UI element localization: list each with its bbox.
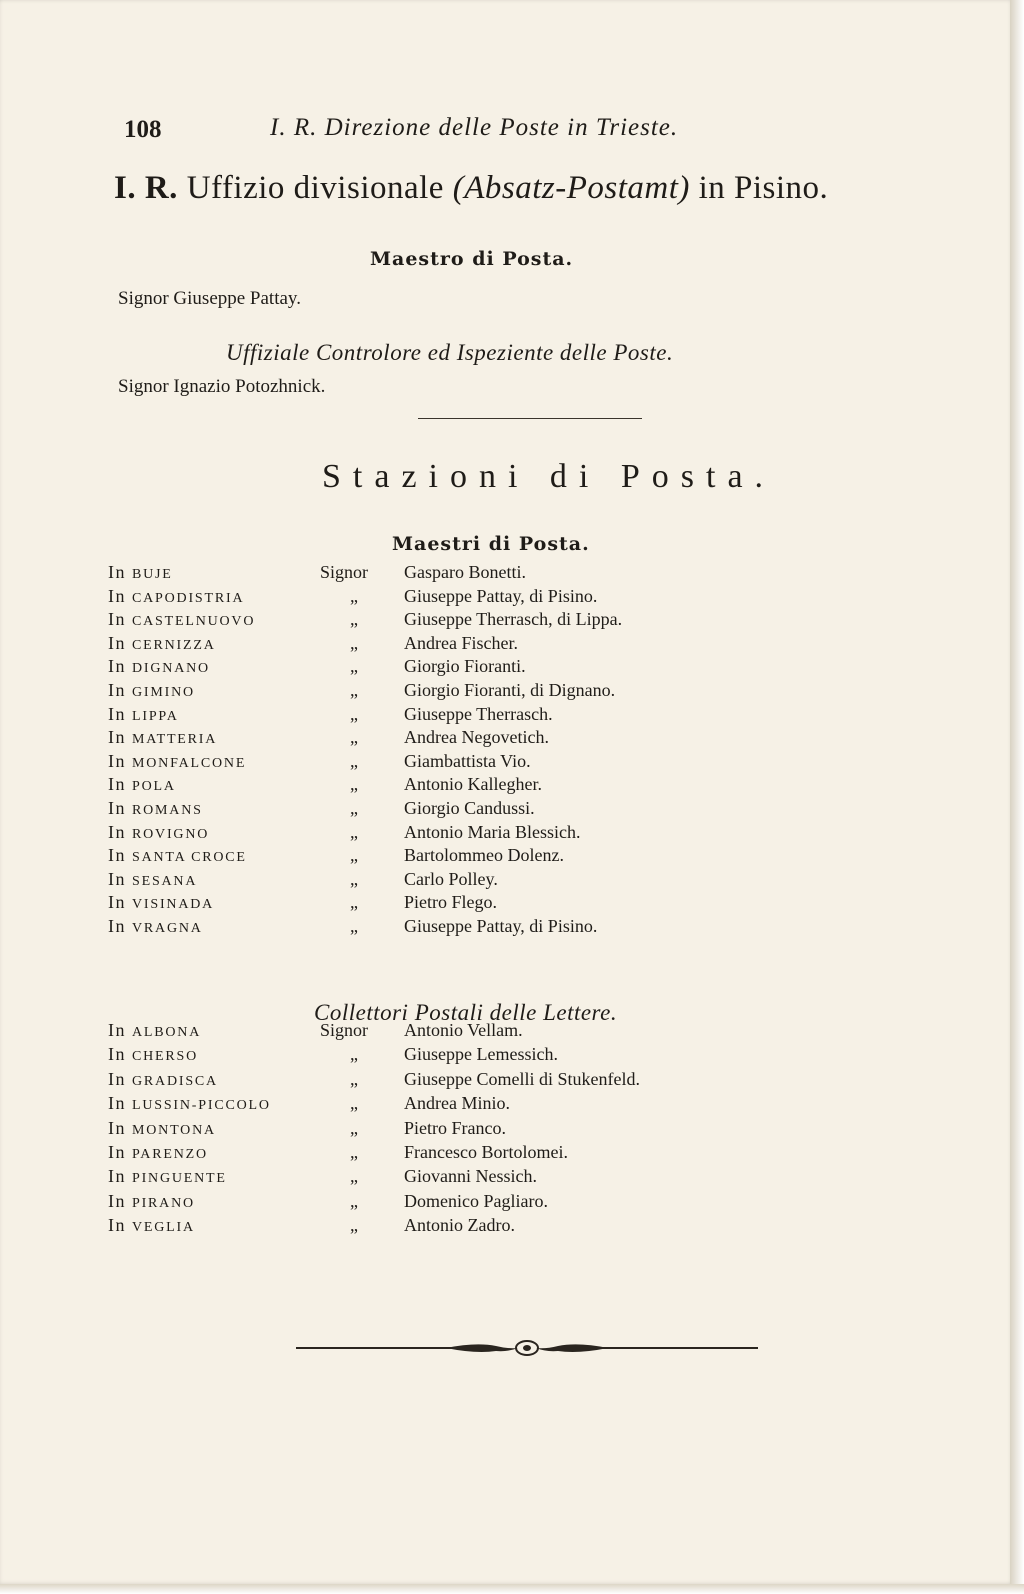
list-item (0, 586, 1000, 610)
place-prefix: In (108, 798, 126, 818)
person-name: Antonio Vellam. (404, 1020, 523, 1040)
person-name: Giuseppe Comelli di Stukenfeld. (404, 1068, 640, 1089)
place-name (108, 562, 173, 583)
list-item (0, 869, 1000, 893)
office-title-italic: (Absatz-Postamt) (452, 170, 690, 206)
person-name: Giambattista Vio. (404, 750, 531, 771)
place-prefix: In (108, 585, 126, 606)
section-divider (418, 418, 642, 419)
place-label: GIMINO (132, 685, 195, 700)
page-number: 108 (124, 116, 162, 143)
person-name: Giuseppe Therrasch. (404, 703, 553, 724)
place-label: DIGNANO (132, 661, 210, 677)
ditto-mark: „ (350, 1044, 358, 1065)
person-name: Giorgio Fioranti. (404, 656, 526, 677)
list-item (0, 1118, 1000, 1142)
place-prefix: In (108, 868, 126, 889)
stazioni-heading: Stazioni di Posta. (322, 458, 776, 495)
list-item (0, 727, 1000, 751)
place-prefix: In (108, 1068, 126, 1089)
list-item (0, 1044, 1000, 1068)
place-name (108, 798, 203, 819)
ditto-mark: „ (350, 821, 358, 842)
place-name (108, 704, 179, 725)
place-name (108, 609, 255, 630)
list-item (0, 892, 1000, 916)
place-prefix: In (108, 1093, 126, 1114)
place-prefix: In (108, 609, 126, 630)
ditto-mark: „ (350, 727, 358, 748)
place-label: MONTONA (132, 1122, 216, 1138)
place-name (108, 633, 216, 654)
running-head: I. R. Direzione delle Poste in Trieste. (270, 114, 679, 141)
ditto-mark: „ (350, 703, 358, 724)
place-name (108, 869, 197, 890)
place-name (108, 1166, 227, 1187)
ditto-mark: „ (350, 656, 358, 677)
person-name: Pietro Flego. (404, 892, 497, 913)
place-name (108, 1191, 195, 1212)
ditto-mark: „ (350, 1068, 358, 1089)
place-label: PIRANO (132, 1195, 195, 1211)
place-prefix: In (108, 632, 126, 653)
place-label: PARENZO (132, 1147, 208, 1162)
signor-title: Signor (320, 562, 369, 582)
list-item (0, 774, 1000, 798)
person-name: Antonio Kallegher. (404, 774, 542, 795)
list-item (0, 916, 1000, 940)
place-prefix: In (108, 774, 126, 795)
ditto-mark: „ (350, 1215, 358, 1236)
person-name: Giuseppe Pattay, di Pisino. (404, 585, 598, 606)
list-item (0, 1069, 1000, 1093)
place-prefix: In (108, 656, 126, 677)
list-item (0, 1020, 1000, 1044)
person-name: Gasparo Bonetti. (404, 562, 526, 582)
person-name: Andrea Negovetich. (404, 727, 549, 748)
list-item (0, 798, 1000, 822)
ditto-mark: „ (350, 1093, 358, 1114)
place-name (108, 845, 247, 866)
place-name (108, 1215, 195, 1236)
place-prefix: In (108, 1142, 126, 1162)
place-prefix: In (108, 1215, 126, 1236)
place-label: CASTELNUOVO (132, 614, 256, 630)
place-prefix: In (108, 845, 126, 866)
place-prefix: In (108, 1166, 126, 1187)
person-name: Francesco Bortolomei. (404, 1142, 568, 1162)
place-prefix: In (108, 1044, 126, 1065)
signor-title: Signor (320, 1020, 369, 1040)
person-name: Giorgio Candussi. (404, 798, 535, 818)
list-item (0, 1166, 1000, 1190)
place-label: ALBONA (132, 1025, 202, 1040)
place-label: VISINADA (132, 897, 215, 913)
place-prefix: In (108, 1117, 126, 1138)
ditto-mark: „ (350, 680, 358, 700)
place-name (108, 727, 217, 748)
person-name: Giuseppe Lemessich. (404, 1044, 558, 1065)
person-name: Giorgio Fioranti, di Dignano. (404, 680, 616, 700)
ditto-mark: „ (350, 585, 358, 606)
list-item (0, 822, 1000, 846)
ditto-mark: „ (350, 892, 358, 913)
list-item (0, 704, 1000, 728)
place-label: GRADISCA (132, 1073, 218, 1089)
list-item (0, 1142, 1000, 1166)
person-name: Pietro Franco. (404, 1117, 506, 1138)
ditto-mark: „ (350, 1117, 358, 1138)
place-name (108, 1020, 201, 1041)
place-name (108, 774, 176, 795)
place-name (108, 1142, 208, 1163)
place-label: LUSSIN-PICCOLO (132, 1098, 271, 1114)
place-label: LIPPA (132, 708, 179, 724)
place-prefix: In (108, 1020, 126, 1040)
place-label: POLA (132, 779, 176, 795)
ditto-mark: „ (350, 632, 358, 653)
maestri-heading: Maestri di Posta. (392, 533, 590, 555)
place-label: MATTERIA (132, 732, 218, 748)
ditto-mark: „ (350, 916, 358, 936)
place-name (108, 1044, 198, 1065)
ditto-mark: „ (350, 750, 358, 771)
place-prefix: In (108, 703, 126, 724)
place-label: MONFALCONE (132, 755, 247, 771)
person-name: Antonio Maria Blessich. (404, 821, 581, 842)
page-edge-bottom (0, 1584, 1024, 1594)
list-item (0, 680, 1000, 704)
place-name (108, 892, 214, 913)
list-item (0, 656, 1000, 680)
place-name (108, 656, 210, 677)
person-name: Giuseppe Therrasch, di Lippa. (404, 609, 623, 630)
list-item (0, 845, 1000, 869)
place-label: ROMANS (132, 803, 203, 818)
place-label: VEGLIA (132, 1220, 195, 1236)
place-prefix: In (108, 1190, 126, 1211)
ornament-divider (296, 1338, 758, 1360)
place-prefix: In (108, 892, 126, 913)
place-label: ROVIGNO (132, 826, 210, 842)
ufficiale-heading: Uffiziale Controlore ed Ispeziente delle Poste. (226, 340, 674, 365)
place-name (108, 680, 195, 701)
place-label: SESANA (132, 873, 198, 889)
ditto-mark: „ (350, 845, 358, 866)
place-prefix: In (108, 727, 126, 748)
place-name (108, 1118, 216, 1139)
office-title-main: Uffizio divisionale (186, 170, 444, 206)
office-title-ir: I. R. (114, 170, 178, 206)
place-label: CERNIZZA (132, 637, 216, 653)
person-name: Antonio Zadro. (404, 1215, 515, 1236)
collettori-heading: Collettori Postali delle Lettere. (314, 1000, 618, 1025)
place-prefix: In (108, 562, 126, 582)
list-item (0, 1215, 1000, 1239)
place-name (108, 916, 203, 937)
person-name: Andrea Fischer. (404, 632, 518, 653)
place-name (108, 1093, 271, 1114)
ditto-mark: „ (350, 774, 358, 795)
ditto-mark: „ (350, 1166, 358, 1187)
person-name: Bartolommeo Dolenz. (404, 845, 564, 866)
place-name (108, 822, 209, 843)
place-name (108, 1069, 218, 1090)
place-name (108, 751, 246, 772)
place-prefix: In (108, 750, 126, 771)
office-title (114, 170, 828, 207)
place-label: VRAGNA (132, 921, 203, 936)
place-label: PINGUENTE (132, 1171, 227, 1187)
list-item (0, 751, 1000, 775)
list-item (0, 1191, 1000, 1215)
person-name: Andrea Minio. (404, 1093, 510, 1114)
maestro-person: Signor Giuseppe Pattay. (118, 288, 301, 309)
ditto-mark: „ (350, 1190, 358, 1211)
office-title-end: in Pisino. (698, 170, 829, 206)
place-label: BUJE (132, 567, 173, 582)
list-item (0, 633, 1000, 657)
place-label: CHERSO (132, 1049, 199, 1065)
list-item (0, 562, 1000, 586)
place-prefix: In (108, 821, 126, 842)
person-name: Domenico Pagliaro. (404, 1190, 548, 1211)
place-prefix: In (108, 680, 126, 700)
place-label: CAPODISTRIA (132, 590, 245, 606)
ditto-mark: „ (350, 798, 358, 818)
page-edge-right (1010, 0, 1024, 1594)
list-item (0, 609, 1000, 633)
maestro-heading: Maestro di Posta. (370, 248, 574, 270)
person-name: Carlo Polley. (404, 868, 498, 889)
place-name (108, 586, 244, 607)
ditto-mark: „ (350, 609, 358, 630)
ditto-mark: „ (350, 868, 358, 889)
ufficiale-person: Signor Ignazio Potozhnick. (118, 376, 326, 397)
list-item (0, 1093, 1000, 1117)
place-label: SANTA CROCE (132, 850, 247, 866)
place-prefix: In (108, 916, 126, 936)
ditto-mark: „ (350, 1142, 358, 1162)
person-name: Giuseppe Pattay, di Pisino. (404, 916, 598, 936)
person-name: Giovanni Nessich. (404, 1166, 537, 1187)
